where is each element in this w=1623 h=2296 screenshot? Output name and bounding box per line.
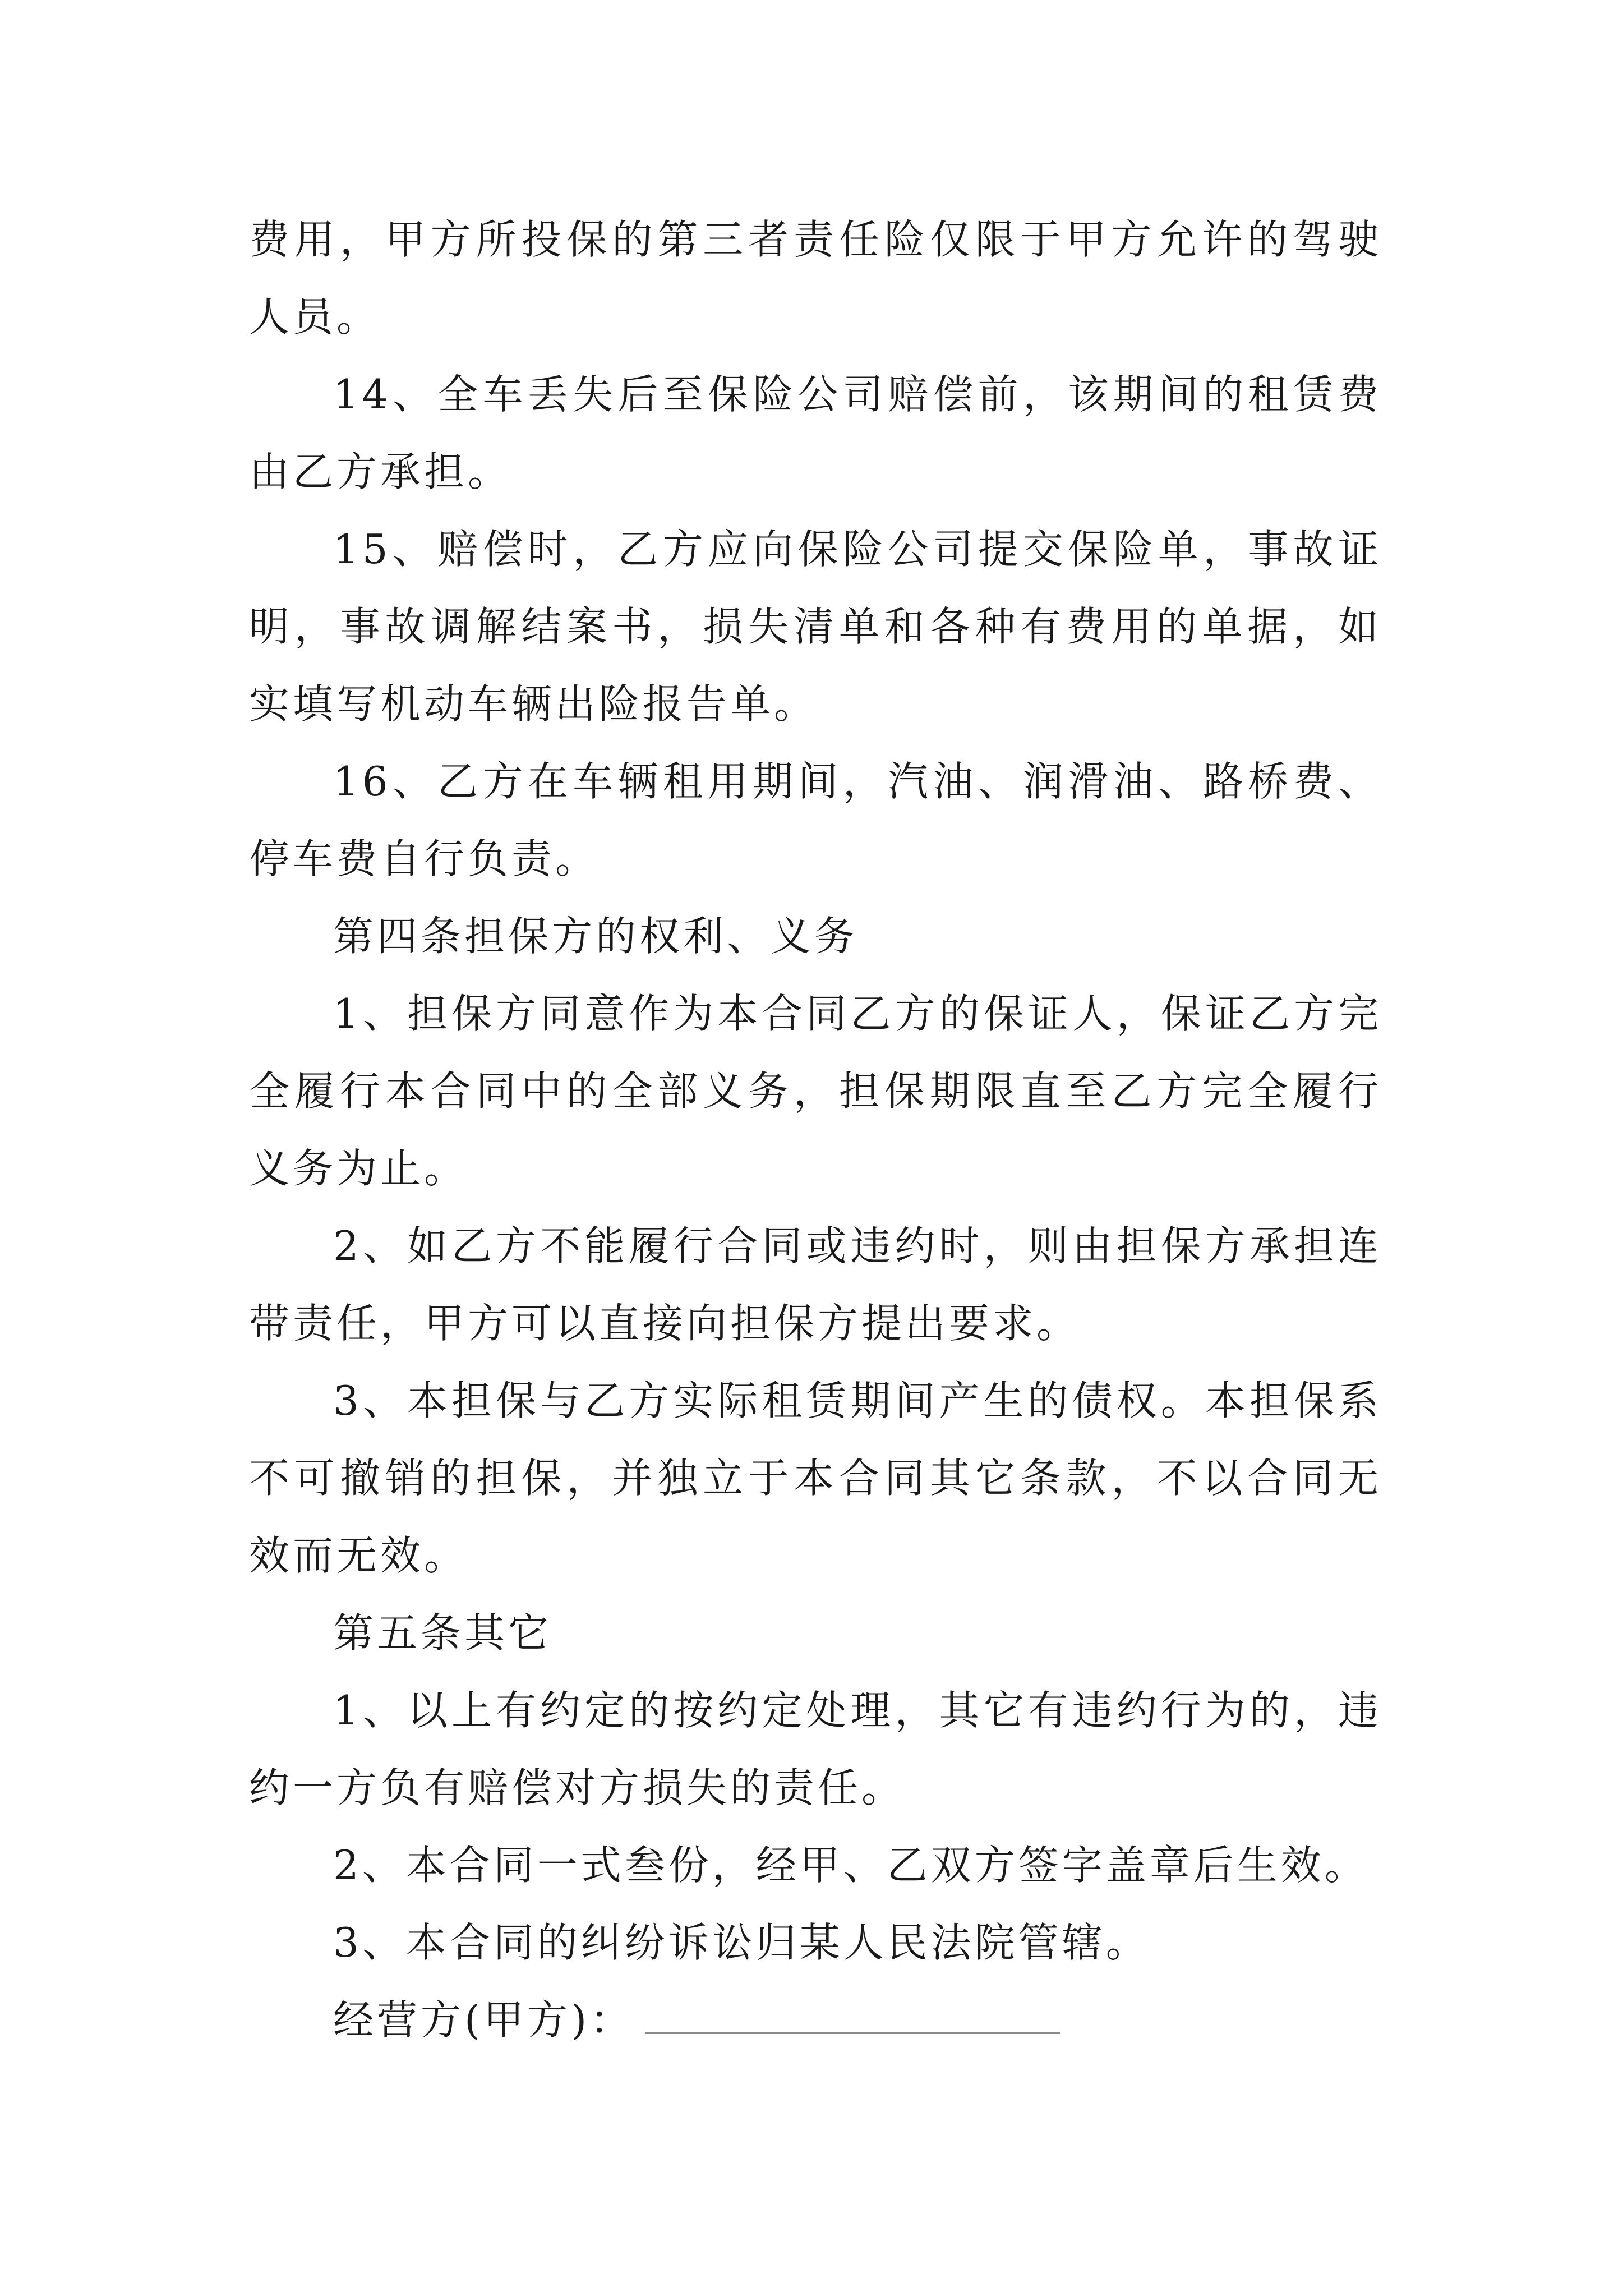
paragraph-continuation: 费用，甲方所投保的第三者责任险仅限于甲方允许的驾驶人员。 bbox=[249, 216, 1382, 341]
section-heading-article-4: 第四条担保方的权利、义务 bbox=[333, 913, 859, 960]
section-heading-article-5: 第五条其它 bbox=[333, 1609, 552, 1657]
document-body bbox=[249, 201, 1382, 2059]
paragraph-guarantor-1: 1、担保方同意作为本合同乙方的保证人，保证乙方完全履行本合同中的全部义务，担保期限直至乙方完全履行义务为止。 bbox=[249, 990, 1382, 1192]
signature-blank-line[interactable] bbox=[645, 1999, 1060, 2034]
signature-row bbox=[249, 1981, 1382, 2059]
paragraph-guarantor-2: 2、如乙方不能履行合同或违约时，则由担保方承担连带责任，甲方可以直接向担保方提出要求。 bbox=[249, 1222, 1382, 1347]
paragraph-guarantor-3: 3、本担保与乙方实际租赁期间产生的债权。本担保系不可撤销的担保，并独立于本合同其它条款，不以合同无效而无效。 bbox=[249, 1377, 1382, 1579]
paragraph-clause-16: 16、乙方在车辆租用期间，汽油、润滑油、路桥费、停车费自行负责。 bbox=[249, 758, 1382, 882]
paragraph-other-3: 3、本合同的纠纷诉讼归某人民法院管辖。 bbox=[333, 1919, 1150, 1966]
paragraph-clause-15: 15、赔偿时，乙方应向保险公司提交保险单，事故证明，事故调解结案书，损失清单和各种有费用的单据，如实填写机动车辆出险报告单。 bbox=[249, 526, 1382, 728]
paragraph-other-1: 1、以上有约定的按约定处理，其它有违约行为的，违约一方负有赔偿对方损失的责任。 bbox=[249, 1687, 1382, 1811]
paragraph-other-2: 2、本合同一式叁份，经甲、乙双方签字盖章后生效。 bbox=[333, 1842, 1368, 1889]
signature-label: 经营方(甲方)： bbox=[333, 1996, 634, 2044]
paragraph-clause-14: 14、全车丢失后至保险公司赔偿前，该期间的租赁费由乙方承担。 bbox=[249, 371, 1382, 495]
